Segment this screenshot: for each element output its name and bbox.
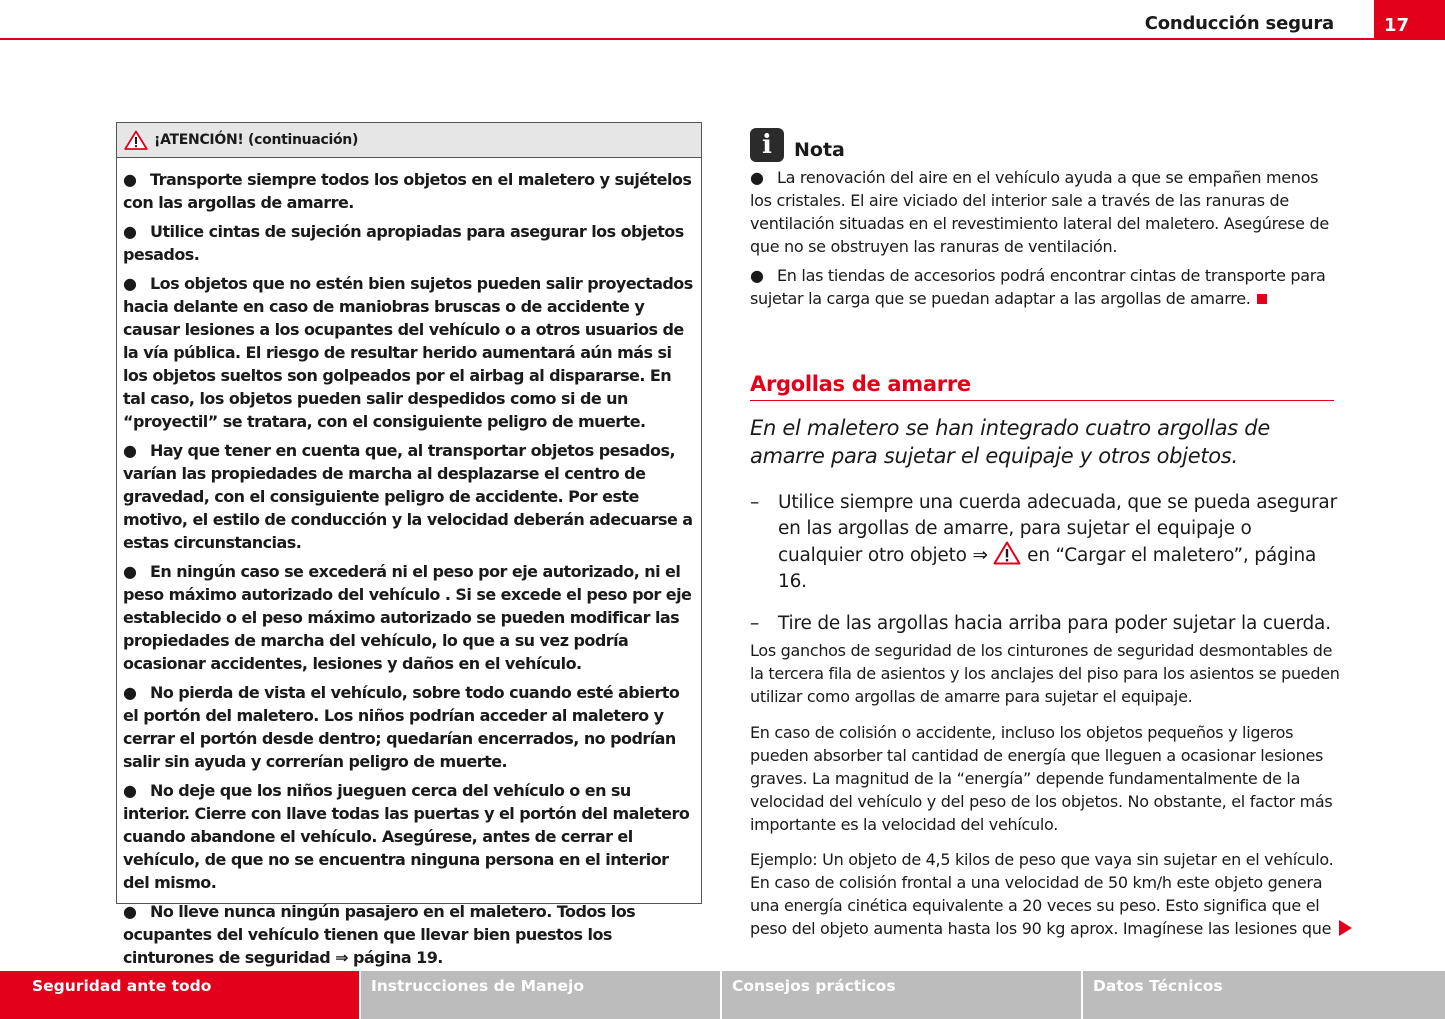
warning-triangle-icon bbox=[124, 130, 148, 150]
warning-box bbox=[116, 122, 702, 967]
step-dash: – bbox=[750, 492, 760, 513]
body-paragraph: Los ganchos de seguridad de los cinturones de seguridad desmontables de la tercera fila de asientos y los anclajes del piso para los asientos se pueden utilizar como argollas de amarre para sujetar el equipaje. bbox=[750, 641, 1340, 706]
tab-datos-tecnicos[interactable]: Datos Técnicos bbox=[1083, 971, 1445, 1019]
step-text: Tire de las argollas hacia arriba para poder sujetar la cuerda. bbox=[778, 613, 1331, 634]
warning-item: ● Hay que tener en cuenta que, al transportar objetos pesados, varían las propiedades de marcha al desplazarse el centro de gravedad, con el consiguiente peligro de accidente. Por este motivo, el estilo de conducción y la velocidad deberán adecuarse a estas circunstancias. bbox=[123, 441, 693, 552]
warning-item: ● No deje que los niños jueguen cerca del vehículo o en su interior. Cierre con llave todas las puertas y el portón del maletero cuando abandone el vehículo. Asegúrese, antes de cerrar el vehículo, de que no se encuentra ninguna persona en el interior del mismo. bbox=[123, 781, 690, 892]
bullet-icon: ● bbox=[123, 902, 137, 921]
end-of-section-icon bbox=[1257, 294, 1267, 304]
note-header bbox=[750, 122, 1340, 162]
step-text: Utilice siempre una cuerda adecuada, que se pueda asegurar en las argollas de amarre, para sujetar el equipaje o cualquier otro objeto ⇒ bbox=[778, 492, 1337, 566]
warning-item: ● En ningún caso se excederá ni el peso por eje autorizado, ni el peso máximo autorizado del vehículo . Si se excede el peso por eje establecido o el peso máximo autorizado se pueden modificar las propiedades de marcha del vehículo, lo que a su vez podría ocasionar accidentes, lesiones y daños en el vehículo. bbox=[123, 562, 692, 673]
bullet-icon: ● bbox=[123, 683, 137, 702]
section-title: Argollas de amarre bbox=[750, 372, 1334, 401]
warning-item: ● Transporte siempre todos los objetos en el maletero y sujételos con las argollas de amarre. bbox=[123, 170, 692, 212]
instruction-step bbox=[750, 490, 1340, 594]
bullet-icon: ● bbox=[123, 274, 137, 293]
warning-list bbox=[117, 158, 701, 969]
body-paragraph: Ejemplo: Un objeto de 4,5 kilos de peso que vaya sin sujetar en el vehículo. En caso de colisión frontal a una velocidad de 50 km/h este objeto genera una energía cinética equivalente a 20 veces su peso. Esto significa que el peso del objeto aumenta hasta los 90 kg aprox. Imagínese las lesiones que bbox=[750, 850, 1334, 938]
page-header-title: Conducción segura bbox=[1144, 13, 1334, 34]
bullet-icon: ● bbox=[750, 168, 764, 187]
warning-title: ¡ATENCIÓN! (continuación) bbox=[154, 132, 359, 148]
tab-seguridad[interactable]: Seguridad ante todo bbox=[0, 971, 359, 1019]
note-item: ● En las tiendas de accesorios podrá encontrar cintas de transporte para sujetar la carga que se puedan adaptar a las argollas de amarre. bbox=[750, 266, 1326, 308]
note-block bbox=[750, 122, 1340, 316]
step-text-reference[interactable]: en “Cargar el maletero”, página 16. bbox=[778, 545, 1317, 592]
step-dash: – bbox=[750, 613, 760, 634]
note-item: ● La renovación del aire en el vehículo ayuda a que se empañen menos los cristales. El aire viciado del interior sale a través de las ranuras de ventilación situadas en el revestimiento lateral del maletero. Asegúrese de que no se obstruyen las ranuras de ventilación. bbox=[750, 168, 1329, 256]
bullet-icon: ● bbox=[123, 781, 137, 800]
instruction-steps bbox=[750, 490, 1340, 654]
bullet-icon: ● bbox=[123, 222, 137, 241]
bullet-icon: ● bbox=[123, 441, 137, 460]
warning-item: ● No lleve nunca ningún pasajero en el maletero. Todos los ocupantes del vehículo tienen que llevar bien puestos los cinturones de seguridad ⇒ página 19. bbox=[123, 902, 636, 967]
bullet-icon: ● bbox=[123, 170, 137, 189]
tab-consejos[interactable]: Consejos prácticos bbox=[722, 971, 1081, 1019]
bullet-icon: ● bbox=[750, 266, 764, 285]
tab-instrucciones[interactable]: Instrucciones de Manejo bbox=[361, 971, 720, 1019]
continue-arrow-icon[interactable] bbox=[1339, 920, 1352, 936]
info-icon: i bbox=[750, 128, 784, 162]
chapter-tabs bbox=[0, 971, 1445, 1019]
warning-header bbox=[117, 123, 701, 158]
warning-item: ● No pierda de vista el vehículo, sobre todo cuando esté abierto el portón del maletero. Los niños podrían acceder al maletero y cerrar el portón desde dentro; quedarían encerrados, no podrían salir sin ayuda y correrían peligro de muerte. bbox=[123, 683, 680, 771]
warning-item: ● Utilice cintas de sujeción apropiadas para asegurar los objetos pesados. bbox=[123, 222, 684, 264]
section-intro: En el maletero se han integrado cuatro argollas de amarre para sujetar el equipaje y otros objetos. bbox=[750, 416, 1270, 468]
header-rule bbox=[0, 38, 1374, 40]
warning-triangle-icon[interactable] bbox=[993, 541, 1021, 565]
warning-item: ● Los objetos que no estén bien sujetos pueden salir proyectados hacia delante en caso de maniobras bruscas o de accidente y causar lesiones a los ocupantes del vehículo o a otros usuarios de la vía pública. El riesgo de resultar herido aumentará aún más si los objetos sueltos son golpeados por el airbag al dispararse. En tal caso, los objetos pueden salir despedidos como si de un “proyectil” se tratara, con el consiguiente peligro de muerte. bbox=[123, 274, 693, 431]
bullet-icon: ● bbox=[123, 562, 137, 581]
instruction-step bbox=[750, 611, 1340, 637]
page-number: 17 bbox=[1374, 0, 1445, 40]
body-paragraph: En caso de colisión o accidente, incluso los objetos pequeños y ligeros pueden absorber tal cantidad de energía que lleguen a ocasionar lesiones graves. La magnitud de la “energía” depende fundamentalmente de la velocidad del vehículo y del peso de los objetos. No obstante, el factor más importante es la velocidad del vehículo. bbox=[750, 723, 1333, 834]
note-title: Nota bbox=[794, 139, 845, 161]
